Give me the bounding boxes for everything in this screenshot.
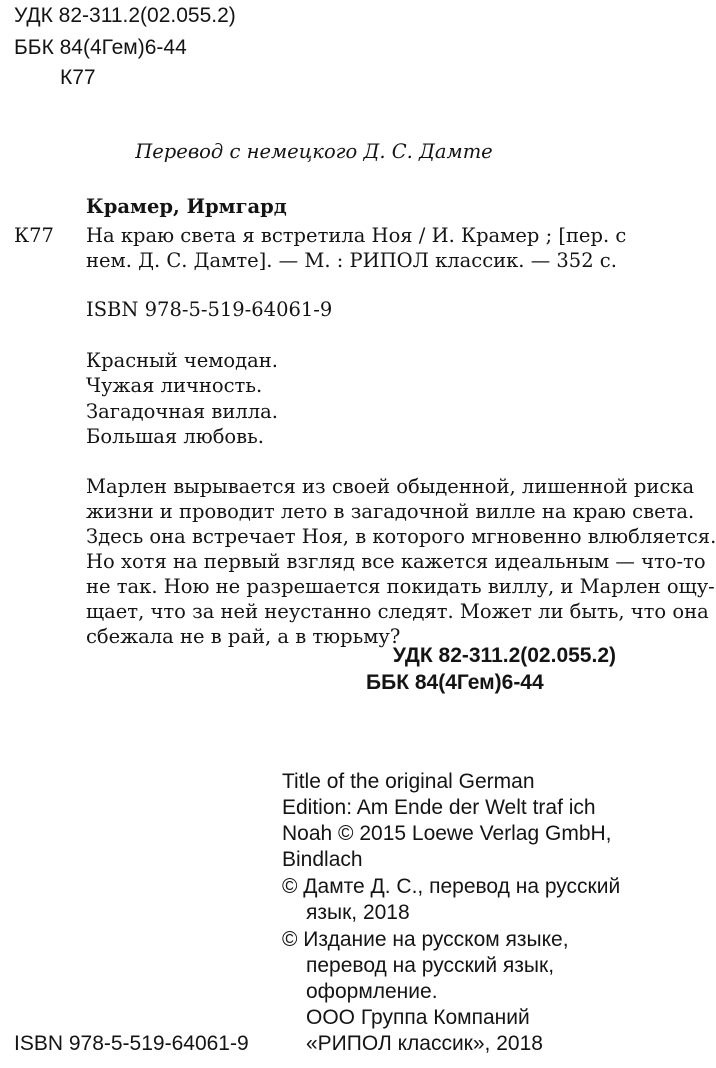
copyright-original-line-4: Bindlach bbox=[282, 848, 363, 871]
footer-isbn: ISBN 978-5-519-64061-9 bbox=[14, 1032, 249, 1055]
header-bbk: ББК 84(4Гем)6-44 bbox=[14, 36, 187, 59]
catalog-author: Крамер, Ирмгард bbox=[86, 195, 287, 218]
copyright-edition-line-4: ООО Группа Компаний bbox=[306, 1006, 530, 1029]
copyright-translation-line-1: © Дамте Д. С., перевод на русский bbox=[282, 875, 621, 898]
tagline-2: Чужая личность. bbox=[86, 374, 263, 397]
header-author-mark: К77 bbox=[60, 66, 96, 89]
copyright-edition-line-1: © Издание на русском языке, bbox=[282, 928, 569, 951]
tagline-3: Загадочная вилла. bbox=[86, 400, 278, 423]
header-udk: УДК 82-311.2(02.055.2) bbox=[14, 4, 236, 27]
annotation-line-2: жизни и проводит лето в загадочной вилле на краю света. bbox=[86, 500, 695, 523]
annotation-line-4: Но хотя на первый взгляд все кажется идеальным — что-то bbox=[86, 550, 706, 573]
catalog-description-line-2: нем. Д. С. Дамте]. — М. : РИПОЛ классик. — 352 с. bbox=[86, 249, 617, 272]
catalog-description-line-1: На краю света я встретила Ноя / И. Крамер ; [пер. с bbox=[86, 224, 627, 247]
copyright-original-line-2: Edition: Am Ende der Welt traf ich bbox=[282, 796, 596, 819]
classification-udk: УДК 82-311.2(02.055.2) bbox=[392, 644, 616, 667]
catalog-mark: К77 bbox=[14, 224, 54, 247]
copyright-translation-line-2: язык, 2018 bbox=[306, 901, 410, 924]
catalog-isbn: ISBN 978-5-519-64061-9 bbox=[86, 298, 333, 321]
copyright-edition-line-5: «РИПОЛ классик», 2018 bbox=[306, 1032, 543, 1055]
copyright-edition-line-2: перевод на русский язык, bbox=[306, 954, 555, 977]
classification-bbk: ББК 84(4Гем)6-44 bbox=[366, 671, 544, 694]
tagline-4: Большая любовь. bbox=[86, 425, 264, 448]
copyright-original-line-1: Title of the original German bbox=[282, 770, 535, 793]
copyright-edition-line-3: оформление. bbox=[306, 980, 438, 1003]
annotation-line-5: не так. Ною не разрешается покидать виллу, и Марлен ощу- bbox=[86, 575, 715, 598]
annotation-line-6: щает, что за ней неустанно следят. Может ли быть, что она bbox=[86, 600, 709, 623]
annotation-line-1: Марлен вырывается из своей обыденной, лишенной риска bbox=[86, 475, 695, 498]
copyright-original-line-3: Noah © 2015 Loewe Verlag GmbH, bbox=[282, 822, 612, 845]
translation-note: Перевод с немецкого Д. С. Дамте bbox=[135, 140, 493, 163]
annotation-line-7: сбежала не в рай, а в тюрьму? bbox=[86, 625, 401, 648]
annotation-line-3: Здесь она встречает Ноя, в которого мгновенно влюбляется. bbox=[86, 525, 716, 548]
tagline-1: Красный чемодан. bbox=[86, 349, 279, 372]
